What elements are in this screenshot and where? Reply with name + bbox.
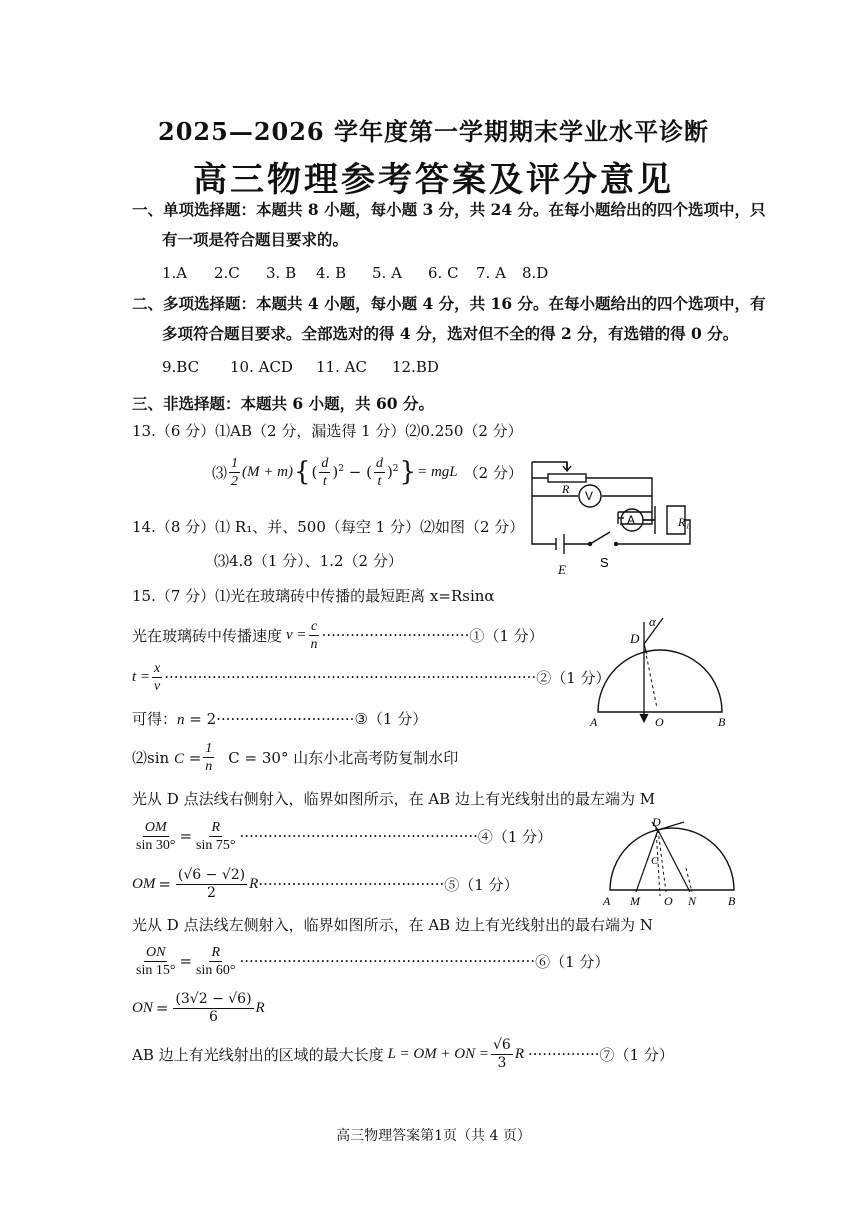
section3-heading: 三、非选择题：本题共 6 小题，共 60 分。 [132, 394, 434, 413]
label-A: A [627, 513, 636, 527]
answer-item: 8.D [522, 264, 549, 282]
q14-line2: ⑶4.8（1 分）、1.2（2 分） [214, 552, 403, 570]
fraction: $\frac{d}{t}$ [321, 455, 329, 489]
section2-heading-line1: 二、多项选择题：本题共 4 小题，每小题 4 分，共 16 分。在每小题给出的四个选项中，有 [132, 294, 766, 313]
fraction: $\frac{ON}{\sin 15^\circ}$ [136, 944, 176, 978]
answer-item: 7. A [476, 264, 506, 282]
q15-line7: $\frac{OM}{\sin 30^\circ}$ = $\frac{R}{\sin 75^\circ}$ ·················································· ④（1 分） [136, 819, 553, 853]
q15-mark-7: ⑦（1 分） [599, 1045, 674, 1064]
semicircle [610, 828, 734, 890]
answer-item: 3. B [266, 264, 297, 282]
semicircle [598, 650, 722, 712]
label-A: A [603, 894, 611, 908]
fraction: $\frac{R}{\sin 60^\circ}$ [196, 944, 236, 978]
q15-mark-5: ⑤（1 分） [444, 875, 519, 894]
q13-part3-score: （2 分） [463, 463, 523, 482]
q15-line2-text: 光在玻璃砖中传播速度 [132, 626, 283, 645]
q15-line6: 光从 D 点法线右侧射入，临界如图所示，在 AB 边上有光线射出的最左端为 M [132, 790, 656, 808]
label-alpha: α [649, 614, 656, 629]
label-R: R [562, 482, 570, 496]
label-M: M [630, 894, 640, 908]
fraction: $\frac{R}{\sin 75^\circ}$ [196, 819, 236, 853]
answer-item: 11. AC [316, 358, 367, 376]
label-A: A [590, 715, 598, 729]
fraction: $\frac{(3√2 - √6)}{6}$ [175, 990, 252, 1025]
q13-part3-equation: ⑶ $\frac{1}{2}$ (M + m) { ( $\frac{d}{t}$ )$^2$ − ( $\frac{d}{t}$ )$^2$ } = mgL （2 分） [212, 455, 523, 489]
label-B: B [728, 894, 736, 908]
answer-item: 5. A [372, 264, 402, 282]
fraction: $\frac{OM}{\sin 30^\circ}$ [136, 819, 176, 853]
q14-line1: 14.（8 分）⑴ R₁、并、500（每空 1 分）⑵如图（2 分） [132, 518, 525, 536]
label-D: D [652, 815, 661, 829]
label-S: S [600, 555, 609, 570]
q15-line12: AB 边上有光线射出的区域的最大长度 L = OM + ON = $\frac{√6}{3}$ R ··············· ⑦（1 分） [132, 1036, 674, 1071]
q15-line5-text: C = 30° 山东小北高考防复制水印 [228, 748, 459, 767]
q15-line4-text: 可得： [132, 710, 178, 728]
answer-item: 4. B [316, 264, 347, 282]
q15-line3: t = $\frac{x}{v}$ ·············································································· ②（1 分） [132, 660, 611, 694]
section1-heading-line1: 一、单项选择题：本题共 8 小题，每小题 3 分，共 24 分。在每小题给出的四个选项中，只 [132, 200, 766, 219]
q15-mark-3: ③（1 分） [354, 710, 428, 728]
answer-item: 10. ACD [230, 358, 293, 376]
rheostat [548, 474, 586, 482]
label-D: D [630, 631, 640, 646]
label-O: O [664, 894, 673, 908]
q15-mark-6: ⑥（1 分） [535, 952, 610, 971]
answer-item: 6. C [428, 264, 459, 282]
q15-line9: 光从 D 点法线左侧射入，临界如图所示，在 AB 边上有光线射出的最右端为 N [132, 916, 653, 934]
fraction: $\frac{√6}{3}$ [493, 1036, 511, 1071]
label-O: O [655, 715, 664, 729]
wire [532, 462, 567, 470]
q15-line12-text: AB 边上有光线射出的区域的最大长度 [132, 1045, 384, 1064]
section2-heading-line2: 多项符合题目要求。全部选对的得 4 分，选对但不全的得 2 分，有选错的得 0 分。 [162, 324, 739, 343]
fraction: $\frac{1}{n}$ [205, 740, 213, 774]
fraction: $\frac{(√6 - √2)}{2}$ [177, 866, 246, 901]
section1-answers [162, 264, 548, 282]
fraction: $\frac{1}{2}$ [231, 455, 239, 489]
q15-mark-1: ①（1 分） [469, 626, 544, 645]
q15-line10: $\frac{ON}{\sin 15^\circ}$ = $\frac{R}{\sin 60^\circ}$ ······························································ ⑥（1 分） [136, 944, 610, 978]
q15-line1: 15.（7 分）⑴光在玻璃砖中传播的最短距离 x=Rsinα [132, 587, 495, 605]
refraction-diagram-2 [600, 808, 745, 908]
page-footer: 高三物理答案第1页（共 4 页） [336, 1128, 531, 1144]
answer-item: 9.BC [162, 358, 200, 376]
section1-heading-line2: 有一项是符合题目要求的。 [162, 230, 349, 249]
refraction-diagram-1 [585, 612, 735, 732]
label-C: C [651, 855, 659, 867]
q13-line1: 13.（6 分）⑴AB（2 分，漏选得 1 分）⑵0.250（2 分） [132, 422, 523, 440]
fraction: $\frac{d}{t}$ [375, 455, 383, 489]
q15-mark-2: ②（1 分） [536, 668, 611, 687]
label-V: V [585, 489, 594, 503]
answer-item: 12.BD [392, 358, 439, 376]
q15-mark-4: ④（1 分） [477, 827, 553, 846]
fraction: $\frac{x}{v}$ [154, 660, 161, 694]
q15-line2: 光在玻璃砖中传播速度 v = $\frac{c}{n}$ ······························· ①（1 分） [132, 618, 544, 652]
q15-line4: 可得：n = 2·····························③（1 分） [132, 710, 428, 728]
page-title: 高三物理参考答案及评分意见 [193, 160, 674, 200]
q15-line5: ⑵sin C = $\frac{1}{n}$ C = 30° 山东小北高考防复制水印 [132, 740, 459, 774]
q13-part3-prefix: ⑶ [212, 463, 228, 482]
section2-answers [162, 358, 439, 376]
fraction: $\frac{c}{n}$ [310, 618, 318, 652]
circuit-diagram [520, 452, 700, 582]
q15-line11: ON = $\frac{(3√2 - √6)}{6}$ R [132, 990, 265, 1025]
label-E: E [558, 562, 566, 577]
q15-line8: OM = $\frac{(√6 - √2)}{2}$ R ······································· ⑤（1 分） [132, 866, 519, 901]
label-N: N [688, 894, 697, 908]
label-R1: R₁ [678, 515, 690, 529]
label-B: B [718, 715, 726, 729]
answer-item: 1.A [162, 264, 188, 282]
answer-item: 2.C [214, 264, 240, 282]
exam-title: 2025—2026 学年度第一学期期末学业水平诊断 [158, 117, 709, 146]
